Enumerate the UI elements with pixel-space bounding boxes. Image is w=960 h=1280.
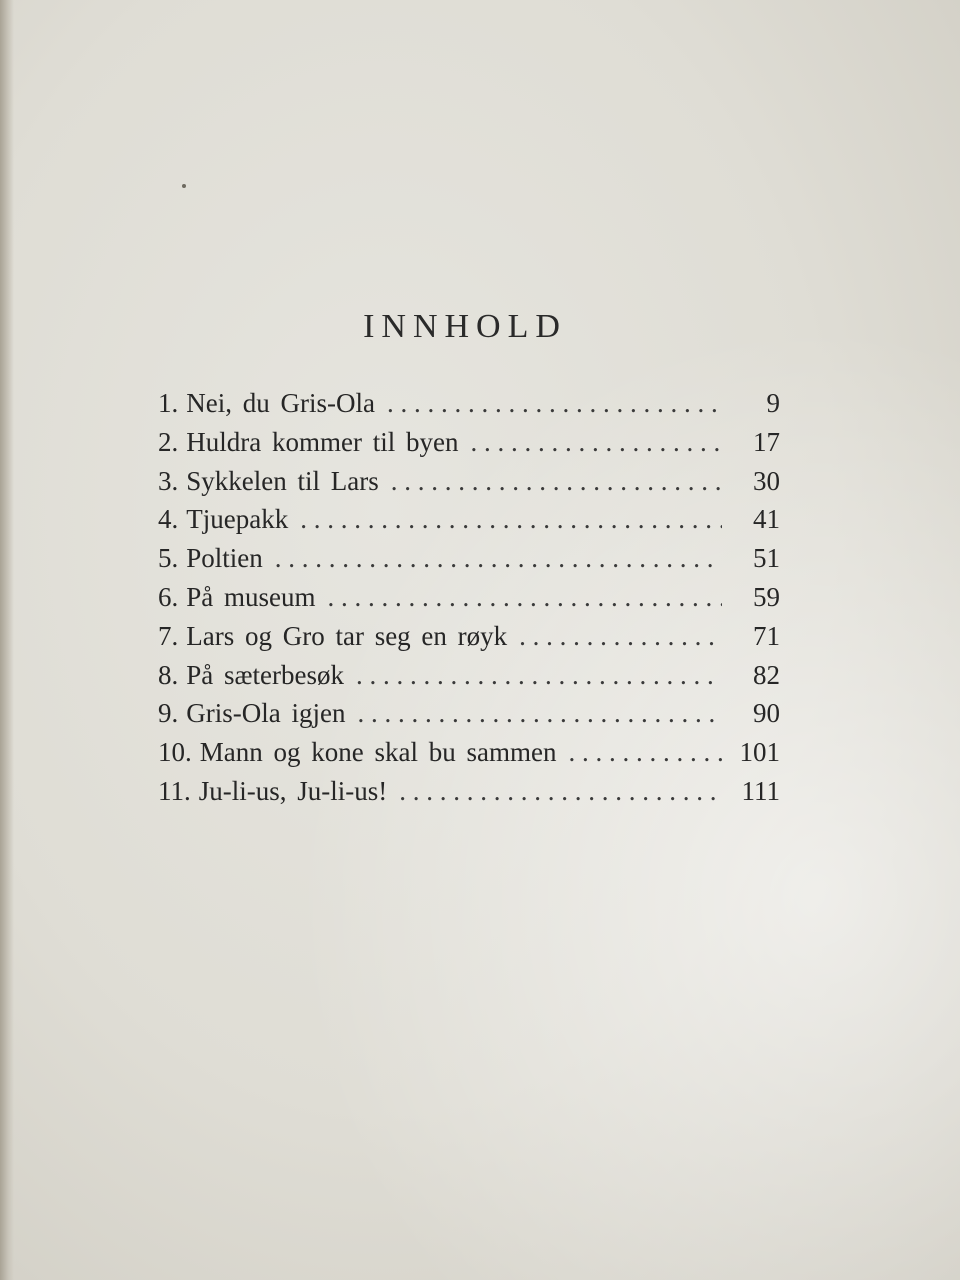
chapter-number: 9. xyxy=(158,698,179,729)
page-number: 82 xyxy=(753,659,780,690)
toc-entry xyxy=(158,698,780,737)
toc-entry xyxy=(158,543,780,582)
chapter-number: 11. xyxy=(158,775,191,806)
dot-leader xyxy=(519,621,722,652)
chapter-number: 10. xyxy=(158,737,192,768)
dot-leader xyxy=(328,582,723,613)
toc-entry xyxy=(158,466,780,505)
page-number: 9 xyxy=(766,388,780,418)
page-number: 51 xyxy=(753,543,780,574)
dot-leader xyxy=(568,737,722,768)
toc-entry xyxy=(158,388,780,427)
toc-entry xyxy=(158,504,780,543)
toc-entry xyxy=(158,427,780,466)
table-of-contents xyxy=(158,388,780,815)
dot-leader xyxy=(387,388,722,419)
page-number: 17 xyxy=(753,426,780,457)
chapter-title: Gris-Ola igjen xyxy=(186,698,346,729)
chapter-number: 6. xyxy=(158,581,179,612)
toc-entry xyxy=(158,776,780,815)
dot-leader xyxy=(357,698,722,729)
chapter-title: På museum xyxy=(186,581,316,612)
chapter-number: 3. xyxy=(158,465,179,496)
chapter-number: 4. xyxy=(158,504,179,535)
contents-heading: INNHOLD xyxy=(363,308,567,345)
chapter-number: 8. xyxy=(158,659,179,690)
chapter-title: Ju-li-us, Ju-li-us! xyxy=(198,775,388,806)
chapter-title: På sæterbesøk xyxy=(186,659,344,690)
chapter-number: 7. xyxy=(158,620,179,651)
page-number: 30 xyxy=(753,465,780,496)
paper-speck xyxy=(182,184,186,188)
dot-leader xyxy=(399,776,722,807)
page-number: 41 xyxy=(753,504,780,535)
dot-leader xyxy=(300,504,722,535)
toc-entry xyxy=(158,582,780,621)
chapter-title: Sykkelen til Lars xyxy=(186,465,379,496)
page-number: 59 xyxy=(753,581,780,612)
dot-leader xyxy=(356,660,722,691)
toc-entry xyxy=(158,621,780,660)
chapter-title: Mann og kone skal bu sammen xyxy=(199,737,557,768)
page-edge-shadow xyxy=(0,0,14,1280)
chapter-title: Nei, du Gris-Ola xyxy=(186,388,375,418)
chapter-number: 5. xyxy=(158,543,179,574)
chapter-title: Tjuepakk xyxy=(186,504,289,535)
page-number: 111 xyxy=(741,775,780,806)
chapter-number: 1. xyxy=(158,388,179,418)
page-number: 90 xyxy=(753,698,780,729)
toc-entry xyxy=(158,660,780,699)
page-number: 71 xyxy=(753,620,780,651)
chapter-title: Huldra kommer til byen xyxy=(186,426,459,457)
toc-entry xyxy=(158,737,780,776)
chapter-title: Poltien xyxy=(186,543,263,574)
chapter-title: Lars og Gro tar seg en røyk xyxy=(186,620,508,651)
dot-leader xyxy=(391,466,722,497)
chapter-number: 2. xyxy=(158,426,179,457)
dot-leader xyxy=(470,427,722,458)
dot-leader xyxy=(275,543,722,574)
page-number: 101 xyxy=(739,737,780,768)
